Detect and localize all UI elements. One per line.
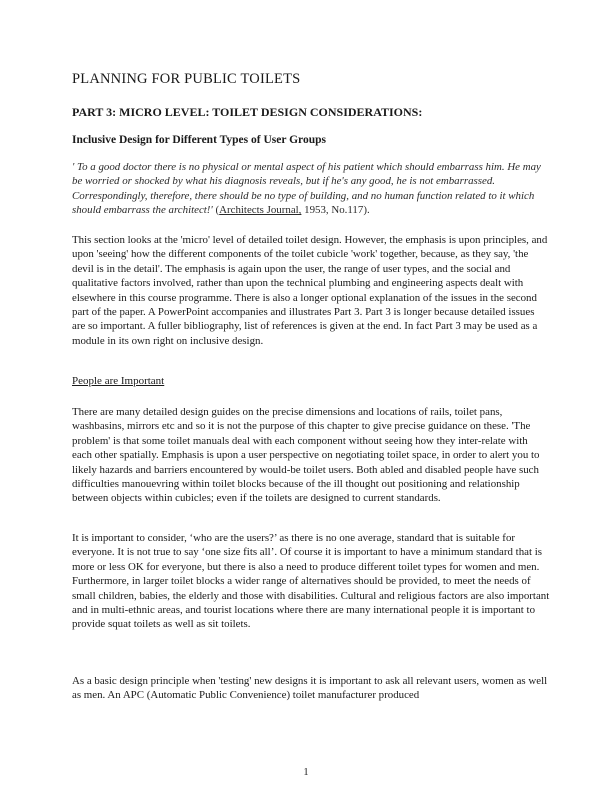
page-number: 1 [303,767,309,778]
body-paragraph: As a basic design principle when 'testing' new designs it is important to ask all relevant users, women as well as men. An APC (Automatic Public Convenience) toilet manufacturer produced [72,675,548,702]
opening-quote [72,160,550,218]
intro-paragraph: This section looks at the 'micro' level of detailed toilet design. However, the emphasis is upon principles, and upon 'seeing' how the different components of the toilet cubicle 'work' together, because, as they say, 'the devil is in the detail'. The emphasis is again upon the user, the range of user types, and the social and qualitative factors involved, rather than upon the technical plumbing and engineering aspects dealt with elsewhere in this course programme. There is also a longer optional explanation of the issues in the second part of the paper. A PowerPoint accompanies and illustrates Part 3. Part 3 is longer because detailed issues are so important. A fuller bibliography, list of references is given at the end. In fact Part 3 may be used as a module in its own right on inclusive design. [72,234,548,347]
citation-open: ( [215,204,220,217]
section-heading: People are Important [72,375,165,387]
part-heading: PART 3: MICRO LEVEL: TOILET DESIGN CONSIDERATIONS: [72,105,423,119]
document-title: PLANNING FOR PUBLIC TOILETS [72,71,301,87]
citation-source: Architects Journal, [219,204,302,217]
body-paragraph: It is important to consider, ‘who are the users?’ as there is no one average, standard that is suitable for everyone. It is not true to say ‘one size fits all’. Of course it is important to have a minimum standard that is more or less OK for everyone, but there is also a need to produce different toilet types for women and men. Furthermore, in larger toilet blocks a wider range of alternatives should be provided, to meet the needs of small children, babies, the elderly and those with disabilities. Cultural and religious factors are also important and in multi-ethnic areas, and tourist locations where there are many international people it is important to provide squat toilets as well as sit toilets. [72,532,550,631]
citation-details: 1953, No.117). [301,204,370,217]
body-paragraph: There are many detailed design guides on the precise dimensions and locations of rails, toilet pans, washbasins, mirrors etc and so it is not the purpose of this chapter to give precise guidance on these. 'The problem' is that some toilet manuals deal with each component without seeing how they inter-relate with each other spatially. Emphasis is upon a user perspective on negotiating toilet space, in order to alert you to likely hazards and barriers encountered by would-be toilet users. Both abled and disabled people have such difficulties manouevring within toilet blocks because of the ill thought out positioning and relationship between objects within cubicles; even if the toilets are designed to current standards. [72,406,540,505]
quote-text: ' To a good doctor there is no physical or mental aspect of his patient which should embarrass him. He may be worried or shocked by what his diagnosis reveals, but if he's any good, he is not embarrassed. Correspondingly, therefore, there should be no type of building, and no human function related to it which should embarrass the architect!' [72,161,541,217]
sub-heading: Inclusive Design for Different Types of User Groups [72,134,326,146]
